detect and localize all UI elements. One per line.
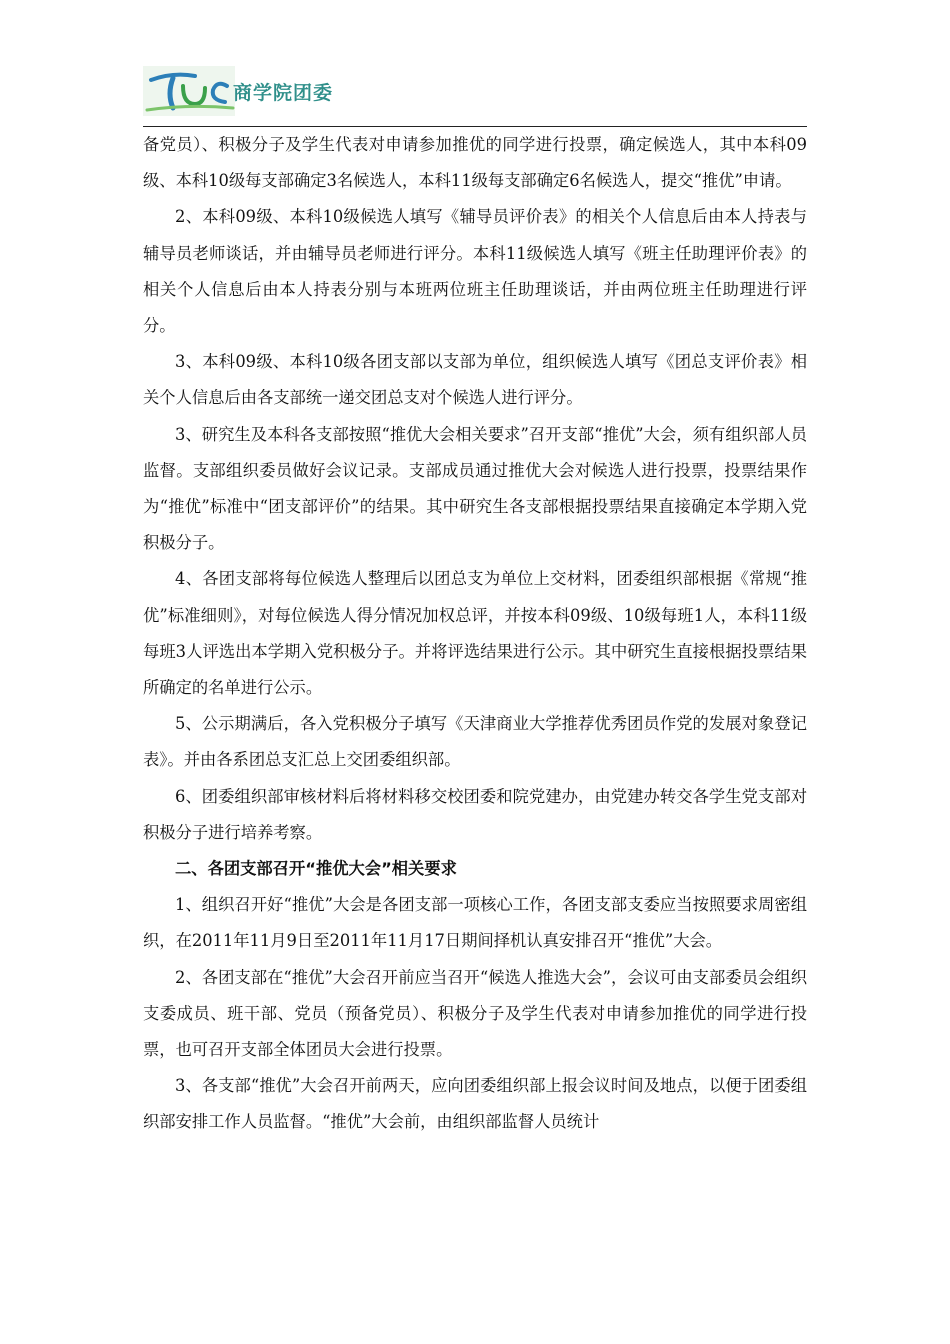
- paragraph: 1、组织召开好“推优”大会是各团支部一项核心工作，各团支部支委应当按照要求周密组织，在2011年11月9日至2011年11月17日期间择机认真安排召开“推优”大会。: [143, 895, 807, 951]
- page-header: [143, 66, 807, 128]
- paragraph: 6、团委组织部审核材料后将材料移交校团委和院党建办，由党建办转交各学生党支部对积极分子进行培养考察。: [143, 786, 807, 842]
- document-body: [143, 127, 807, 1141]
- logo: [143, 66, 373, 116]
- paragraph: 2、各团支部在“推优”大会召开前应当召开“候选人推选大会”，会议可由支部委员会组织支委成员、班干部、党员（预备党员）、积极分子及学生代表对申请参加推优的同学进行投票，也可召开支部全体团员大会进行投票。: [143, 967, 807, 1060]
- section-heading: 二、各团支部召开“推优大会”相关要求: [175, 859, 457, 879]
- paragraph: 4、各团支部将每位候选人整理后以团总支为单位上交材料，团委组织部根据《常规“推优”标准细则》，对每位候选人得分情况加权总评，并按本科09级、10级每班1人，本科11级每班3人评选出本学期入党积极分子。并将评选结果进行公示。其中研究生直接根据投票结果所确定的名单进行公示。: [143, 569, 807, 698]
- paragraph: 备党员）、积极分子及学生代表对申请参加推优的同学进行投票，确定候选人，其中本科09级、本科10级每支部确定3名候选人，本科11级每支部确定6名候选人，提交“推优”申请。: [143, 135, 807, 191]
- paragraph: 3、本科09级、本科10级各团支部以支部为单位，组织候选人填写《团总支评价表》相关个人信息后由各支部统一递交团总支对个候选人进行评分。: [143, 352, 807, 408]
- paragraph: 3、研究生及本科各支部按照“推优大会相关要求”召开支部“推优”大会，须有组织部人员监督。支部组织委员做好会议记录。支部成员通过推优大会对候选人进行投票，投票结果作为“推优”标准中“团支部评价”的结果。其中研究生各支部根据投票结果直接确定本学期入党积极分子。: [143, 424, 807, 553]
- paragraph: 3、各支部“推优”大会召开前两天，应向团委组织部上报会议时间及地点，以便于团委组织部安排工作人员监督。“推优”大会前，由组织部监督人员统计: [143, 1076, 807, 1132]
- org-name: 商学院团委: [233, 82, 334, 104]
- paragraph: 2、本科09级、本科10级候选人填写《辅导员评价表》的相关个人信息后由本人持表与辅导员老师谈话，并由辅导员老师进行评分。本科11级候选人填写《班主任助理评价表》的相关个人信息后由本人持表分别与本班两位班主任助理谈话，并由两位班主任助理进行评分。: [143, 207, 807, 336]
- tuc-logo-icon: [143, 66, 235, 116]
- paragraph: 5、公示期满后，各入党积极分子填写《天津商业大学推荐优秀团员作党的发展对象登记表》。并由各系团总支汇总上交团委组织部。: [143, 714, 807, 770]
